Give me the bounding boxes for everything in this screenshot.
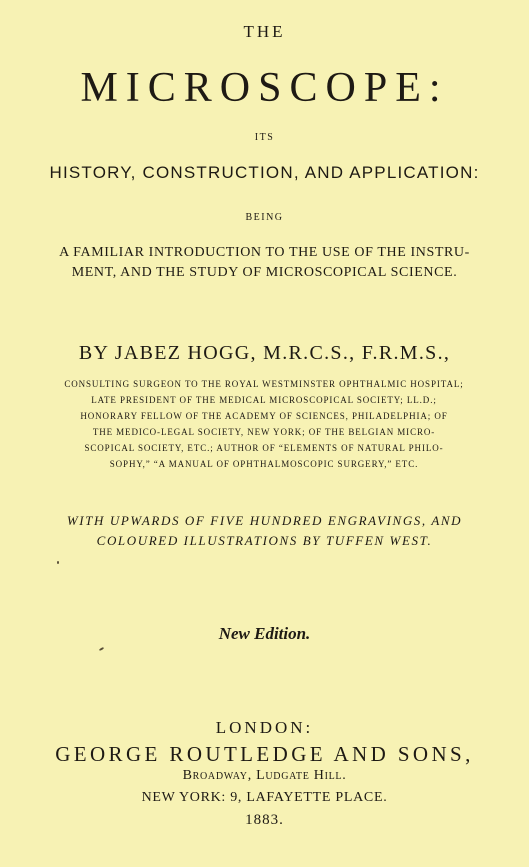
publication-city: LONDON: — [215, 718, 314, 737]
credentials-line: SCOPICAL SOCIETY, ETC.; AUTHOR OF “ELEMENTS OF NATURAL PHILO- — [84, 443, 444, 453]
publisher-address-new-york: NEW YORK: 9, LAFAYETTE PLACE. — [141, 790, 388, 805]
book-subtitle: HISTORY, CONSTRUCTION, AND APPLICATION: — [49, 163, 480, 182]
title-article: THE — [243, 22, 286, 41]
author-line: BY JABEZ HOGG, M.R.C.S., F.R.M.S., — [78, 342, 451, 364]
intro-line-1: A FAMILIAR INTRODUCTION TO THE USE OF THE INSTRU- — [59, 245, 470, 260]
credentials-line: HONORARY FELLOW OF THE ACADEMY OF SCIENCES, PHILADELPHIA; OF — [80, 411, 448, 421]
edition-note: New Edition. — [218, 624, 311, 643]
paper-speck — [99, 647, 104, 651]
being-connector: BEING — [245, 212, 284, 223]
illustrations-line-2: COLOURED ILLUSTRATIONS BY TUFFEN WEST. — [96, 533, 433, 548]
publisher-address-london: Broadway, Ludgate Hill. — [182, 768, 347, 783]
publisher-name: GEORGE ROUTLEDGE AND SONS, — [55, 742, 474, 766]
illustrations-line-1: WITH UPWARDS OF FIVE HUNDRED ENGRAVINGS, AND — [66, 513, 463, 528]
credentials-line: CONSULTING SURGEON TO THE ROYAL WESTMINSTER OPHTHALMIC HOSPITAL; — [64, 379, 464, 389]
credentials-line: LATE PRESIDENT OF THE MEDICAL MICROSCOPICAL SOCIETY; LL.D.; — [91, 395, 437, 405]
author-credentials — [18, 376, 510, 472]
credentials-line: SOPHY,” “A MANUAL OF OPHTHALMOSCOPIC SURGERY,” ETC. — [109, 459, 419, 469]
book-title: MICROSCOPE: — [80, 65, 449, 111]
its-connector: ITS — [254, 132, 275, 143]
credentials-line: THE MEDICO-LEGAL SOCIETY, NEW YORK; OF THE BELGIAN MICRO- — [92, 427, 436, 437]
publication-year: 1883. — [245, 812, 284, 828]
paper-speck — [57, 561, 59, 564]
intro-line-2: MENT, AND THE STUDY OF MICROSCOPICAL SCIENCE. — [71, 265, 458, 280]
